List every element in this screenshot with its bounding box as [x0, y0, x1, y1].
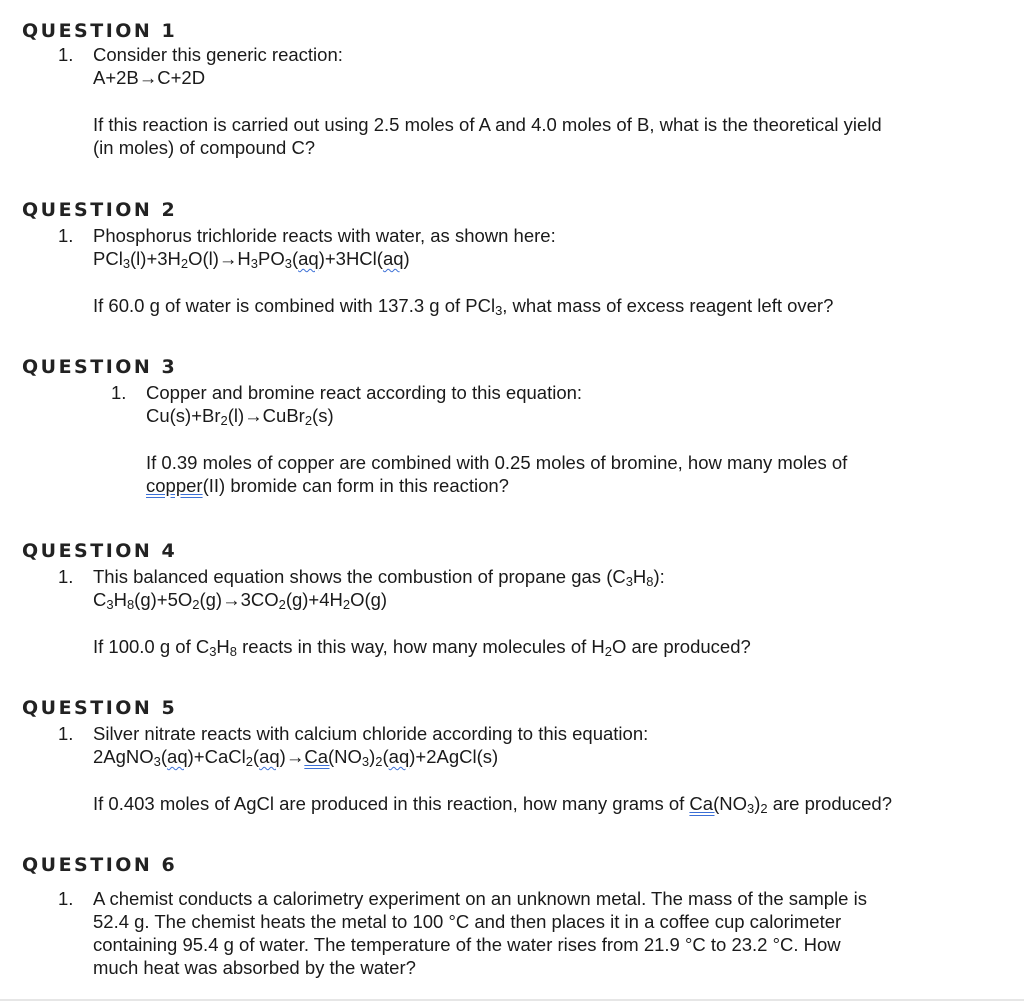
question-4-body: [93, 565, 751, 658]
question-1-body: [93, 43, 882, 159]
question-1-equation: A+2B→C+2D: [93, 67, 206, 88]
question-6-text-line-3: containing 95.4 g of water. The temperature of the water rises from 21.9 °C to 23.2 °C. How: [93, 934, 841, 955]
question-3-heading: QUESTION 3: [22, 356, 178, 378]
question-1-prompt: Consider this generic reaction:: [93, 44, 343, 65]
question-6-body: [93, 887, 867, 979]
item-number: 1.: [111, 382, 127, 403]
question-3-text-line-1: If 0.39 moles of copper are combined with 0.25 moles of bromine, how many moles of: [146, 452, 848, 473]
question-6-heading: QUESTION 6: [22, 854, 178, 876]
question-4-text-line-1: If 100.0 g of $C_3H_8$ reacts in this way, how many molecules of $H_2O$ are produced?: [93, 636, 751, 659]
question-5-text-line-1: If 0.403 moles of AgCl are produced in this reaction, how many grams of $Ca(NO_3)_2$ are produced?: [93, 793, 893, 816]
question-5-prompt: Silver nitrate reacts with calcium chloride according to this equation:: [93, 723, 649, 744]
question-2-equation: $PCl_3(l)+3H_2O(l)\to H_3PO_3(aq)+3HCl(aq)$: [93, 248, 410, 271]
question-1-text-line-1: If this reaction is carried out using 2.5 moles of A and 4.0 moles of B, what is the theoretical yield: [93, 114, 882, 135]
item-number: 1.: [58, 44, 74, 65]
question-4-prompt: This balanced equation shows the combustion of propane gas $(C_3H_8)$:: [93, 566, 665, 589]
question-4-equation: $C_3H_8(g)+5O_2(g)\to 3CO_2(g)+4H_2O(g)$: [93, 589, 388, 612]
question-3-prompt: Copper and bromine react according to this equation:: [146, 382, 583, 403]
question-5-heading: QUESTION 5: [22, 697, 178, 719]
question-2-heading: QUESTION 2: [22, 199, 178, 221]
question-5-body: [93, 722, 892, 815]
question-6-text-line-2: 52.4 g. The chemist heats the metal to 100 °C and then places it in a coffee cup calorimeter: [93, 911, 842, 932]
question-3-text-line-2: copper(II) bromide can form in this reaction?: [146, 475, 509, 496]
question-4-heading: QUESTION 4: [22, 540, 178, 562]
question-1-heading: QUESTION 1: [22, 20, 178, 42]
question-5-equation: $2AgNO_3(aq)+CaCl_2(aq)\to Ca(NO_3)_2(aq)+2AgCl(s)$: [93, 746, 499, 769]
item-number: 1.: [58, 225, 74, 246]
question-2-body: [93, 224, 833, 317]
question-3-equation: $Cu(s)+Br_2(l)\to CuBr_2(s)$: [146, 405, 334, 428]
question-3-body: [146, 381, 847, 497]
question-2-text-line-1: If 60.0 g of water is combined with 137.3 g of PCl$_3$, what mass of excess reagent left over?: [93, 295, 834, 318]
question-6-text-line-4: much heat was absorbed by the water?: [93, 957, 416, 978]
item-number: 1.: [58, 566, 74, 587]
question-1-text-line-2: (in moles) of compound C?: [93, 137, 316, 158]
item-number: 1.: [58, 888, 74, 909]
question-2-prompt: Phosphorus trichloride reacts with water, as shown here:: [93, 225, 556, 246]
question-6-text-line-1: A chemist conducts a calorimetry experiment on an unknown metal. The mass of the sample is: [93, 888, 867, 909]
item-number: 1.: [58, 723, 74, 744]
